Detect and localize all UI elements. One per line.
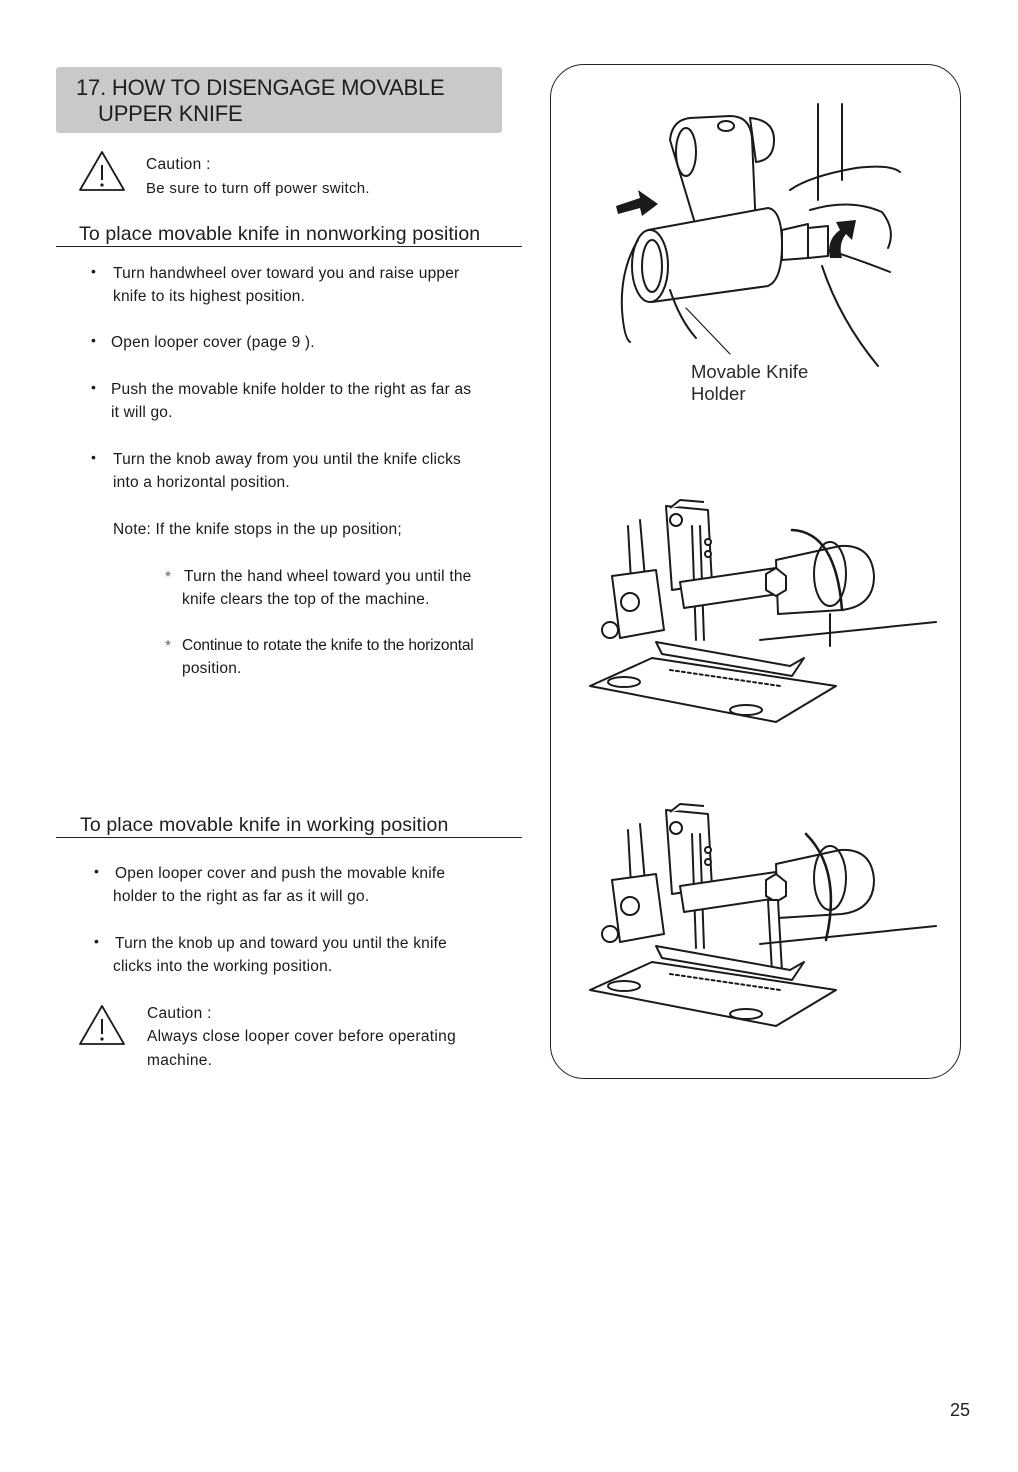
section-title-box bbox=[56, 67, 502, 133]
bullet-dot: • bbox=[91, 449, 96, 465]
section-title-line1: 17. HOW TO DISENGAGE MOVABLE bbox=[76, 75, 445, 100]
nonworking-step-4-line2: into a horizontal position. bbox=[113, 474, 290, 491]
asterisk-icon: * bbox=[165, 569, 172, 586]
working-step-1-line2: holder to the right as far as it will go. bbox=[113, 888, 370, 905]
nonworking-step-1-line1: Turn handwheel over toward you and raise upper bbox=[113, 265, 460, 282]
nonworking-step-4-line1: Turn the knob away from you until the knife clicks bbox=[113, 451, 461, 468]
nonworking-step-1-line2: knife to its highest position. bbox=[113, 288, 306, 305]
warning-icon bbox=[78, 1004, 126, 1046]
working-step-1-line1: Open looper cover and push the movable knife bbox=[115, 865, 446, 882]
note-label: Note: If the knife stops in the up position; bbox=[113, 521, 402, 538]
bullet-dot: • bbox=[94, 933, 99, 949]
caution2-line2: machine. bbox=[147, 1052, 213, 1069]
nonworking-step-3-line1: Push the movable knife holder to the right as far as bbox=[111, 381, 472, 398]
bullet-dot: • bbox=[91, 332, 96, 348]
caution2-line1: Always close looper cover before operating bbox=[147, 1028, 456, 1045]
asterisk-icon: * bbox=[165, 638, 172, 655]
page-number: 25 bbox=[950, 1400, 971, 1420]
nonworking-step-2: Open looper cover (page 9 ). bbox=[111, 334, 315, 351]
working-step-2-line1: Turn the knob up and toward you until the knife bbox=[115, 935, 447, 952]
nonworking-position-illustration bbox=[580, 490, 940, 730]
caution-label: Caution : bbox=[146, 156, 211, 173]
warning-icon bbox=[78, 150, 126, 192]
note-item-2-line1: Continue to rotate the knife to the horizontal bbox=[182, 637, 474, 654]
caution-text: Be sure to turn off power switch. bbox=[146, 180, 370, 197]
nonworking-step-3-line2: it will go. bbox=[111, 404, 173, 421]
working-position-illustration bbox=[580, 800, 940, 1040]
bullet-dot: • bbox=[91, 379, 96, 395]
bullet-dot: • bbox=[94, 863, 99, 879]
note-item-2-line2: position. bbox=[182, 660, 242, 677]
note-item-1-line1: Turn the hand wheel toward you until the bbox=[184, 568, 472, 585]
working-heading-rule bbox=[56, 837, 522, 838]
working-step-2-line2: clicks into the working position. bbox=[113, 958, 333, 975]
knife-holder-illustration bbox=[560, 80, 950, 380]
nonworking-heading-rule bbox=[56, 246, 522, 247]
bullet-dot: • bbox=[91, 263, 96, 279]
caution2-label: Caution : bbox=[147, 1005, 212, 1022]
illustration-label-line2: Holder bbox=[691, 383, 746, 404]
note-item-1-line2: knife clears the top of the machine. bbox=[182, 591, 430, 608]
illustration-label-line1: Movable Knife bbox=[691, 361, 809, 382]
nonworking-heading: To place movable knife in nonworking position bbox=[79, 223, 481, 245]
section-title-line2: UPPER KNIFE bbox=[98, 101, 243, 126]
working-heading: To place movable knife in working position bbox=[80, 814, 449, 836]
